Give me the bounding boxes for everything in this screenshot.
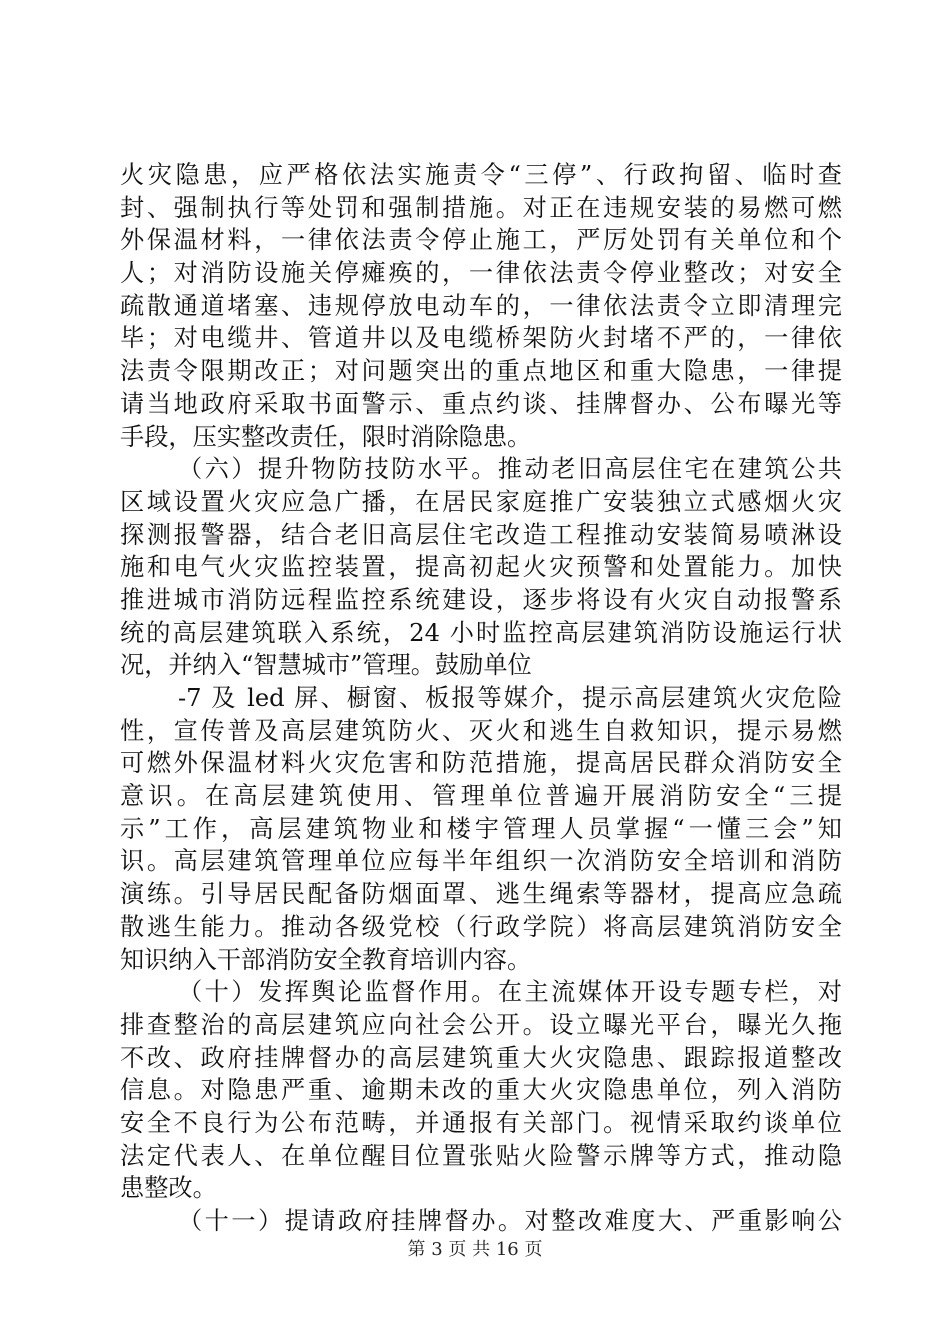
text-line: 外保温材料，一律依法责令停止施工，严厉处罚有关单位和个 <box>120 226 842 255</box>
text-line: 人；对消防设施关停瘫痪的，一律依法责令停业整改；对安全 <box>120 259 842 288</box>
text-line: 况，并纳入“智慧城市”管理。鼓励单位 <box>120 651 532 680</box>
text-line: 散逃生能力。推动各级党校（行政学院）将高层建筑消防安全 <box>120 912 842 941</box>
text-line: 法定代表人、在单位醒目位置张贴火险警示牌等方式，推动隐 <box>120 1141 842 1170</box>
text-line: 演练。引导居民配备防烟面罩、逃生绳索等器材，提高应急疏 <box>120 880 842 909</box>
document-body <box>120 159 842 1238</box>
text-line: 区域设置火灾应急广播，在居民家庭推广安装独立式感烟火灾 <box>120 487 842 516</box>
text-line: 手段，压实整改责任，限时消除隐患。 <box>120 422 532 451</box>
text-line: 信息。对隐患严重、逾期未改的重大火灾隐患单位，列入消防 <box>120 1076 842 1105</box>
text-line: 统的高层建筑联入系统，24 小时监控高层建筑消防设施运行状 <box>120 618 842 647</box>
text-line: 知识纳入干部消防安全教育培训内容。 <box>120 945 532 974</box>
text-line: 推进城市消防远程监控系统建设，逐步将设有火灾自动报警系 <box>120 585 842 614</box>
text-line: 疏散通道堵塞、违规停放电动车的，一律依法责令立即清理完 <box>120 291 842 320</box>
text-line: 示”工作，高层建筑物业和楼宇管理人员掌握“一懂三会”知 <box>120 814 842 843</box>
text-line: （十一）提请政府挂牌督办。对整改难度大、严重影响公 <box>178 1207 842 1235</box>
text-line: 施和电气火灾监控装置，提高初起火灾预警和处置能力。加快 <box>120 553 842 582</box>
text-line: -7 及 led 屏、橱窗、板报等媒介，提示高层建筑火灾危险 <box>178 684 842 712</box>
text-line: 请当地政府采取书面警示、重点约谈、挂牌督办、公布曝光等 <box>120 389 842 418</box>
text-line: 排查整治的高层建筑应向社会公开。设立曝光平台，曝光久拖 <box>120 1010 842 1039</box>
text-line: 患整改。 <box>120 1174 217 1203</box>
page-footer: 第 3 页 共 16 页 <box>407 1239 543 1260</box>
text-line: （六）提升物防技防水平。推动老旧高层住宅在建筑公共 <box>178 455 842 484</box>
text-line: 封、强制执行等处罚和强制措施。对正在违规安装的易燃可燃 <box>120 193 842 222</box>
text-line: 法责令限期改正；对问题突出的重点地区和重大隐患，一律提 <box>120 357 842 386</box>
text-line: 不改、政府挂牌督办的高层建筑重大火灾隐患、跟踪报道整改 <box>120 1043 842 1072</box>
text-line: 性，宣传普及高层建筑防火、灭火和逃生自救知识，提示易燃 <box>120 716 842 745</box>
text-line: 识。高层建筑管理单位应每半年组织一次消防安全培训和消防 <box>120 847 842 876</box>
text-line: （十）发挥舆论监督作用。在主流媒体开设专题专栏，对 <box>178 978 842 1007</box>
text-line: 意识。在高层建筑使用、管理单位普遍开展消防安全“三提 <box>120 782 842 811</box>
text-line: 安全不良行为公布范畴，并通报有关部门。视情采取约谈单位 <box>120 1108 842 1137</box>
text-line: 毕；对电缆井、管道井以及电缆桥架防火封堵不严的，一律依 <box>120 324 842 353</box>
text-line: 火灾隐患，应严格依法实施责令“三停”、行政拘留、临时查 <box>120 161 842 189</box>
text-line: 可燃外保温材料火灾危害和防范措施，提高居民群众消防安全 <box>120 749 842 778</box>
text-line: 探测报警器，结合老旧高层住宅改造工程推动安装简易喷淋设 <box>120 520 842 549</box>
